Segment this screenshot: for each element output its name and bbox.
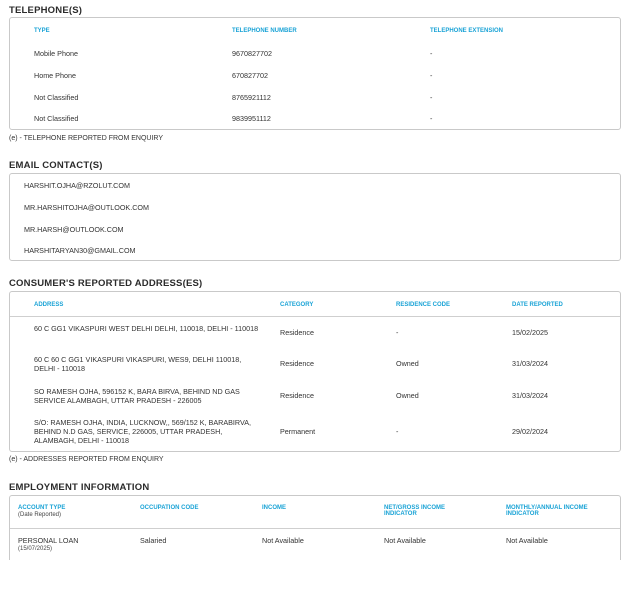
telephone-row-type: Home Phone bbox=[34, 71, 76, 80]
employment-row-occupation: Salaried bbox=[140, 536, 167, 545]
telephone-row-ext: - bbox=[430, 71, 433, 80]
telephone-note: (e) - TELEPHONE REPORTED FROM ENQUIRY bbox=[9, 135, 164, 142]
employment-header-account-type bbox=[18, 505, 65, 519]
address-row-category: Residence bbox=[280, 391, 314, 400]
employment-row-date: (15/07/2025) bbox=[18, 546, 53, 552]
telephone-row-ext: - bbox=[430, 93, 433, 102]
employment-header-net-gross: NET/GROSS INCOME INDICATOR bbox=[384, 505, 446, 517]
address-row-date: 31/03/2024 bbox=[512, 391, 548, 400]
address-header-divider bbox=[10, 316, 620, 317]
address-row-date: 15/02/2025 bbox=[512, 328, 548, 337]
address-row-code: - bbox=[396, 427, 399, 436]
employment-row-income: Not Available bbox=[262, 536, 304, 545]
telephone-row-type: Not Classified bbox=[34, 114, 79, 123]
telephone-section-title: TELEPHONE(S) bbox=[9, 5, 83, 16]
telephone-row-type: Not Classified bbox=[34, 93, 79, 102]
address-row-category: Residence bbox=[280, 328, 314, 337]
address-header-category: CATEGORY bbox=[280, 302, 314, 308]
telephone-row-ext: - bbox=[430, 114, 433, 123]
employment-row-net-gross: Not Available bbox=[384, 536, 426, 545]
employment-table bbox=[9, 495, 621, 560]
email-section-title: EMAIL CONTACT(S) bbox=[9, 160, 103, 171]
employment-section-title: EMPLOYMENT INFORMATION bbox=[9, 482, 150, 493]
telephone-header-number: TELEPHONE NUMBER bbox=[232, 28, 297, 34]
email-item: HARSHITARYAN30@GMAIL.COM bbox=[24, 246, 136, 255]
employment-header-date-reported: (Date Reported) bbox=[18, 512, 62, 518]
address-row-address: 60 C GG1 VIKASPURI WEST DELHI DELHI, 110018, DELHI - 110018 bbox=[34, 324, 259, 333]
employment-row-account-type-label: PERSONAL LOAN bbox=[18, 536, 79, 545]
address-row-date: 29/02/2024 bbox=[512, 427, 548, 436]
email-item: MR.HARSH@OUTLOOK.COM bbox=[24, 225, 124, 234]
address-note: (e) - ADDRESSES REPORTED FROM ENQUIRY bbox=[9, 456, 164, 463]
address-row-category: Permanent bbox=[280, 427, 316, 436]
employment-row-monthly-annual: Not Available bbox=[506, 536, 548, 545]
address-row-category: Residence bbox=[280, 359, 314, 368]
employment-header-income: INCOME bbox=[262, 505, 286, 511]
employment-row-account-type bbox=[18, 536, 78, 554]
employment-header-divider bbox=[10, 528, 620, 529]
telephone-row-number: 8765921112 bbox=[232, 93, 271, 102]
telephone-row-number: 9670827702 bbox=[232, 49, 272, 58]
address-row-address: 60 C 60 C GG1 VIKASPURI VIKASPURI, WES9, DELHI 110018, DELHI - 110018 bbox=[34, 355, 242, 373]
address-row-address: S/O: RAMESH OJHA, INDIA, LUCKNOW,, 569/152 K, BARABIRVA, BEHIND N.D GAS, SERVICE, 226005, UTTAR PRADESH, ALAMBAGH, DELHI - 110018 bbox=[34, 418, 252, 445]
telephone-header-type: TYPE bbox=[34, 28, 50, 34]
address-header-address: ADDRESS bbox=[34, 302, 64, 308]
employment-header-account-type-label: ACCOUNT TYPE bbox=[18, 505, 66, 511]
address-row-code: Owned bbox=[396, 391, 419, 400]
address-table bbox=[9, 291, 621, 452]
telephone-row-number: 670827702 bbox=[232, 71, 268, 80]
address-row-address: SO RAMESH OJHA, 596152 K, BARA BIRVA, BEHIND ND GAS SERVICE ALAMBAGH, UTTAR PRADESH - 226005 bbox=[34, 387, 240, 405]
telephone-row-ext: - bbox=[430, 49, 433, 58]
address-row-code: - bbox=[396, 328, 399, 337]
email-item: MR.HARSHITOJHA@OUTLOOK.COM bbox=[24, 203, 149, 212]
address-row-date: 31/03/2024 bbox=[512, 359, 548, 368]
employment-header-occupation: OCCUPATION CODE bbox=[140, 505, 199, 511]
address-header-date: DATE REPORTED bbox=[512, 302, 563, 308]
email-item: HARSHIT.OJHA@RZOLUT.COM bbox=[24, 181, 130, 190]
address-header-residence-code: RESIDENCE CODE bbox=[396, 302, 451, 308]
email-list bbox=[9, 173, 621, 261]
telephone-row-number: 9839951112 bbox=[232, 114, 271, 123]
employment-header-monthly-annual: MONTHLY/ANNUAL INCOME INDICATOR bbox=[506, 505, 588, 517]
telephone-row-type: Mobile Phone bbox=[34, 49, 78, 58]
address-section-title: CONSUMER'S REPORTED ADDRESS(ES) bbox=[9, 278, 203, 289]
address-row-code: Owned bbox=[396, 359, 419, 368]
telephone-table bbox=[9, 17, 621, 130]
telephone-header-extension: TELEPHONE EXTENSION bbox=[430, 28, 504, 34]
